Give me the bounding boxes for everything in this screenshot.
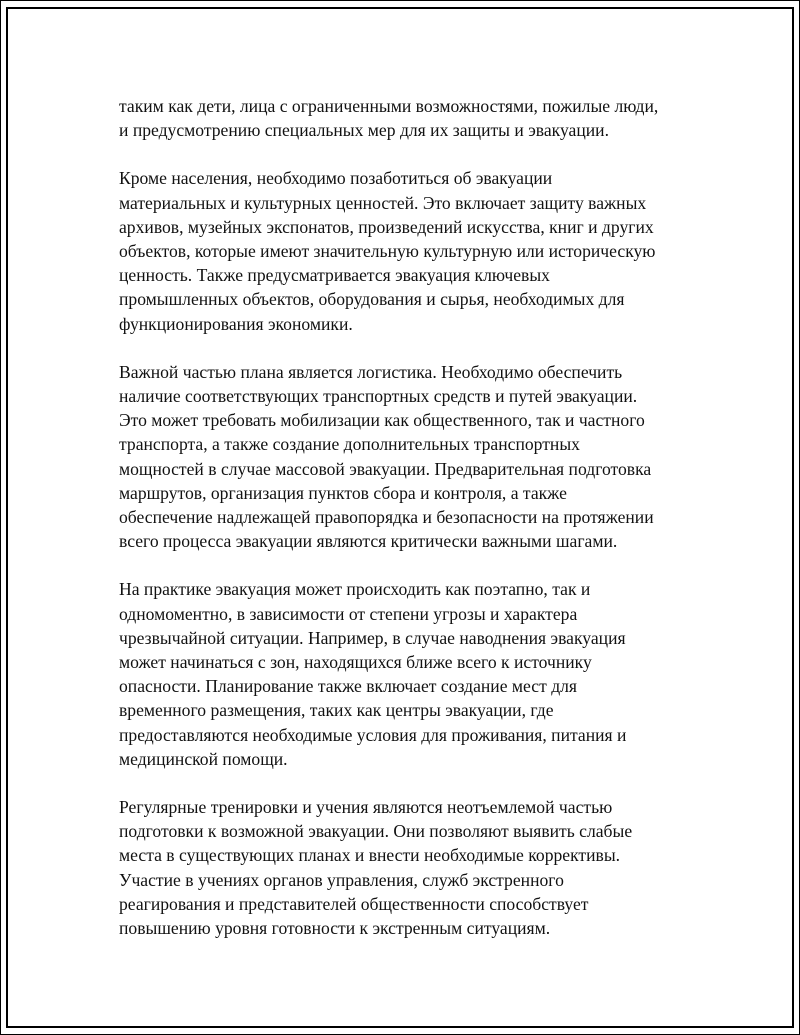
text-line: всего процесса эвакуации являются критически важными шагами. — [119, 531, 618, 552]
text-line: подготовки к возможной эвакуации. Они позволяют выявить слабые — [119, 821, 633, 842]
text-line: опасности. Планирование также включает создание мест для — [119, 676, 578, 697]
text-line: ценность. Также предусматривается эвакуация ключевых — [119, 265, 550, 286]
text-line: повышению уровня готовности к экстренным ситуациям. — [119, 918, 551, 939]
text-line: материальных и культурных ценностей. Это включает защиту важных — [119, 192, 647, 213]
text-line: архивов, музейных экспонатов, произведений искусства, книг и других — [119, 216, 654, 237]
text-line: временного размещения, таких как центры эвакуации, где — [119, 700, 554, 721]
text-line: может начинаться с зон, находящихся ближе всего к источнику — [119, 652, 592, 673]
text-line: места в существующих планах и внести необходимые коррективы. — [119, 845, 621, 866]
document-body — [119, 94, 699, 964]
text-line: На практике эвакуация может происходить как поэтапно, так и — [119, 579, 591, 600]
text-line: Это может требовать мобилизации как общественного, так и частного — [119, 410, 645, 431]
text-line: предоставляются необходимые условия для проживания, питания и — [119, 724, 627, 745]
text-line: одномоментно, в зависимости от степени угрозы и характера — [119, 603, 578, 624]
text-line: маршрутов, организация пунктов сбора и контроля, а также — [119, 482, 567, 503]
text-line: Кроме населения, необходимо позаботиться об эвакуации — [119, 168, 553, 189]
text-line: наличие соответствующих транспортных средств и путей эвакуации. — [119, 386, 638, 407]
text-line: мощностей в случае массовой эвакуации. Предварительная подготовка — [119, 458, 652, 479]
paragraph-4 — [119, 577, 699, 771]
paragraph-5 — [119, 795, 699, 940]
text-line: таким как дети, лица с ограниченными возможностями, пожилые люди, — [119, 96, 659, 116]
paragraph-1 — [119, 94, 699, 142]
text-line: Участие в учениях органов управления, служб экстренного — [119, 869, 564, 890]
text-line: функционирования экономики. — [119, 313, 353, 334]
text-line: Регулярные тренировки и учения являются неотъемлемой частью — [119, 797, 613, 818]
text-line: промышленных объектов, оборудования и сырья, необходимых для — [119, 289, 625, 310]
text-line: и предусмотрению специальных мер для их защиты и эвакуации. — [119, 120, 609, 141]
text-line: реагирования и представителей общественности способствует — [119, 893, 589, 914]
text-line: чрезвычайной ситуации. Например, в случае наводнения эвакуация — [119, 627, 626, 648]
text-line: транспорта, а также создание дополнительных транспортных — [119, 434, 580, 455]
text-line: объектов, которые имеют значительную культурную или историческую — [119, 241, 656, 262]
paragraph-2 — [119, 166, 699, 335]
text-line: обеспечение надлежащей правопорядка и безопасности на протяжении — [119, 507, 654, 528]
text-line: медицинской помощи. — [119, 748, 288, 769]
text-line: Важной частью плана является логистика. Необходимо обеспечить — [119, 361, 623, 382]
paragraph-3 — [119, 360, 699, 554]
